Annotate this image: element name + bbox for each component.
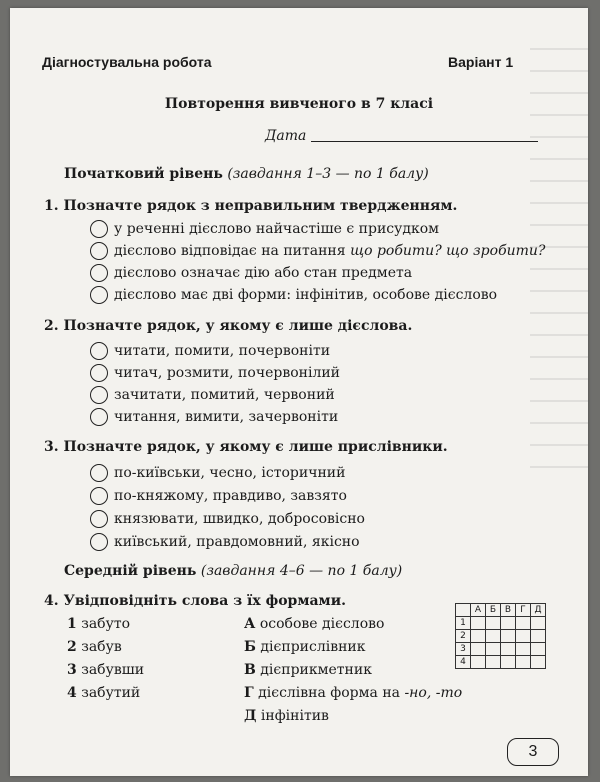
q4-left-2: 2 забув xyxy=(67,639,122,655)
date-field[interactable] xyxy=(311,141,538,142)
grid-cell[interactable] xyxy=(486,656,501,669)
q2-option-2-text: читач, розмити, почервонілий xyxy=(114,365,340,381)
page-title: Повторення вивченого в 7 класі xyxy=(164,96,434,112)
grid-cell[interactable] xyxy=(516,630,531,643)
radio-circle[interactable] xyxy=(90,242,108,260)
grid-cell[interactable] xyxy=(471,630,486,643)
q3-option-3-text: князювати, швидко, доброcовісно xyxy=(114,511,365,527)
q4-text: Увідповідніть слова з їх формами. xyxy=(63,593,346,609)
q3-option-1-text: по-київськи, чесно, історичний xyxy=(114,465,346,481)
q4-left-1: 1 забуто xyxy=(67,616,131,632)
work-type: Діагностувальна робота xyxy=(42,54,212,70)
grid-header-row xyxy=(456,604,546,617)
grid-cell[interactable] xyxy=(516,656,531,669)
q4-left-4: 4 забутий xyxy=(67,685,141,701)
radio-circle[interactable] xyxy=(90,533,108,551)
q4-right-e: Д інфінітив xyxy=(244,708,329,724)
q2-number: 2. xyxy=(44,318,59,334)
grid-row xyxy=(456,656,546,669)
level-initial-note: (завдання 1–3 — по 1 балу) xyxy=(227,166,429,182)
question-3 xyxy=(44,439,448,455)
grid-cell[interactable] xyxy=(531,617,546,630)
q1-option-2-text: дієслово відповідає на питання що робити? що зробити? xyxy=(114,243,546,259)
grid-cell[interactable] xyxy=(516,617,531,630)
q3-number: 3. xyxy=(44,439,59,455)
grid-col-header: Г xyxy=(516,604,531,617)
radio-circle[interactable] xyxy=(90,364,108,382)
level-middle-name: Середній рівень xyxy=(64,563,197,579)
q2-option-3-text: зачитати, помитий, червоний xyxy=(114,387,335,403)
grid-cell[interactable] xyxy=(486,643,501,656)
grid-col-header: Б xyxy=(486,604,501,617)
grid-col-header: А xyxy=(471,604,486,617)
grid-cell[interactable] xyxy=(501,617,516,630)
grid-cell[interactable] xyxy=(516,643,531,656)
grid-corner xyxy=(456,604,471,617)
date-label: Дата xyxy=(265,128,307,144)
grid-row xyxy=(456,617,546,630)
page-number: 3 xyxy=(507,738,559,766)
q4-right-b: Б дієприслівник xyxy=(244,639,366,655)
radio-circle[interactable] xyxy=(90,510,108,528)
level-middle xyxy=(64,563,402,579)
grid-row xyxy=(456,643,546,656)
grid-col-header: Д xyxy=(531,604,546,617)
q3-text: Позначте рядок, у якому є лише прислівники. xyxy=(63,439,448,455)
q3-option-2-text: по-княжому, правдиво, завзято xyxy=(114,488,347,504)
grid-row-header: 1 xyxy=(456,617,471,630)
grid-cell[interactable] xyxy=(471,617,486,630)
radio-circle[interactable] xyxy=(90,342,108,360)
grid-cell[interactable] xyxy=(531,630,546,643)
radio-circle[interactable] xyxy=(90,487,108,505)
question-2 xyxy=(44,318,412,334)
grid-cell[interactable] xyxy=(486,630,501,643)
answer-grid xyxy=(455,603,546,669)
variant-label: Варіант 1 xyxy=(448,54,514,70)
grid-row-header: 3 xyxy=(456,643,471,656)
worksheet-page xyxy=(10,8,588,776)
q4-right-a: А особове дієслово xyxy=(244,616,385,632)
question-1 xyxy=(44,198,457,214)
q1-number: 1. xyxy=(44,198,59,214)
q4-left-3: 3 забувши xyxy=(67,662,145,678)
radio-circle[interactable] xyxy=(90,386,108,404)
grid-row-header: 2 xyxy=(456,630,471,643)
q2-text: Позначте рядок, у якому є лише дієслова. xyxy=(63,318,413,334)
grid-cell[interactable] xyxy=(471,656,486,669)
grid-cell[interactable] xyxy=(501,630,516,643)
grid-cell[interactable] xyxy=(471,643,486,656)
grid-row xyxy=(456,630,546,643)
level-middle-note: (завдання 4–6 — по 1 балу) xyxy=(200,563,403,579)
grid-cell[interactable] xyxy=(501,643,516,656)
radio-circle[interactable] xyxy=(90,220,108,238)
radio-circle[interactable] xyxy=(90,464,108,482)
question-4 xyxy=(44,593,346,609)
grid-row-header: 4 xyxy=(456,656,471,669)
radio-circle[interactable] xyxy=(90,264,108,282)
q3-option-4-text: київський, правдомовний, якісно xyxy=(114,534,360,550)
level-initial xyxy=(64,166,429,182)
q1-option-4-text: дієслово має дві форми: інфінітив, особове дієслово xyxy=(114,287,498,303)
grid-cell[interactable] xyxy=(501,656,516,669)
level-initial-name: Початковий рівень xyxy=(64,166,223,182)
grid-cell[interactable] xyxy=(486,617,501,630)
q1-option-1-text: у реченні дієслово найчастіше є присудком xyxy=(114,221,440,237)
radio-circle[interactable] xyxy=(90,408,108,426)
grid-cell[interactable] xyxy=(531,656,546,669)
q1-option-3-text: дієслово означає дію або стан предмета xyxy=(114,265,413,281)
q4-number: 4. xyxy=(44,593,59,609)
q4-right-c: В дієприкметник xyxy=(244,662,372,678)
q1-text: Позначте рядок з неправильним твердженням. xyxy=(63,198,458,214)
q2-option-4-text: читання, вимити, зачервоніти xyxy=(114,409,339,425)
q4-right-d: Г дієслівна форма на -но, -то xyxy=(244,685,463,701)
grid-cell[interactable] xyxy=(531,643,546,656)
radio-circle[interactable] xyxy=(90,286,108,304)
grid-col-header: В xyxy=(501,604,516,617)
q2-option-1-text: читати, помити, почервоніти xyxy=(114,343,331,359)
